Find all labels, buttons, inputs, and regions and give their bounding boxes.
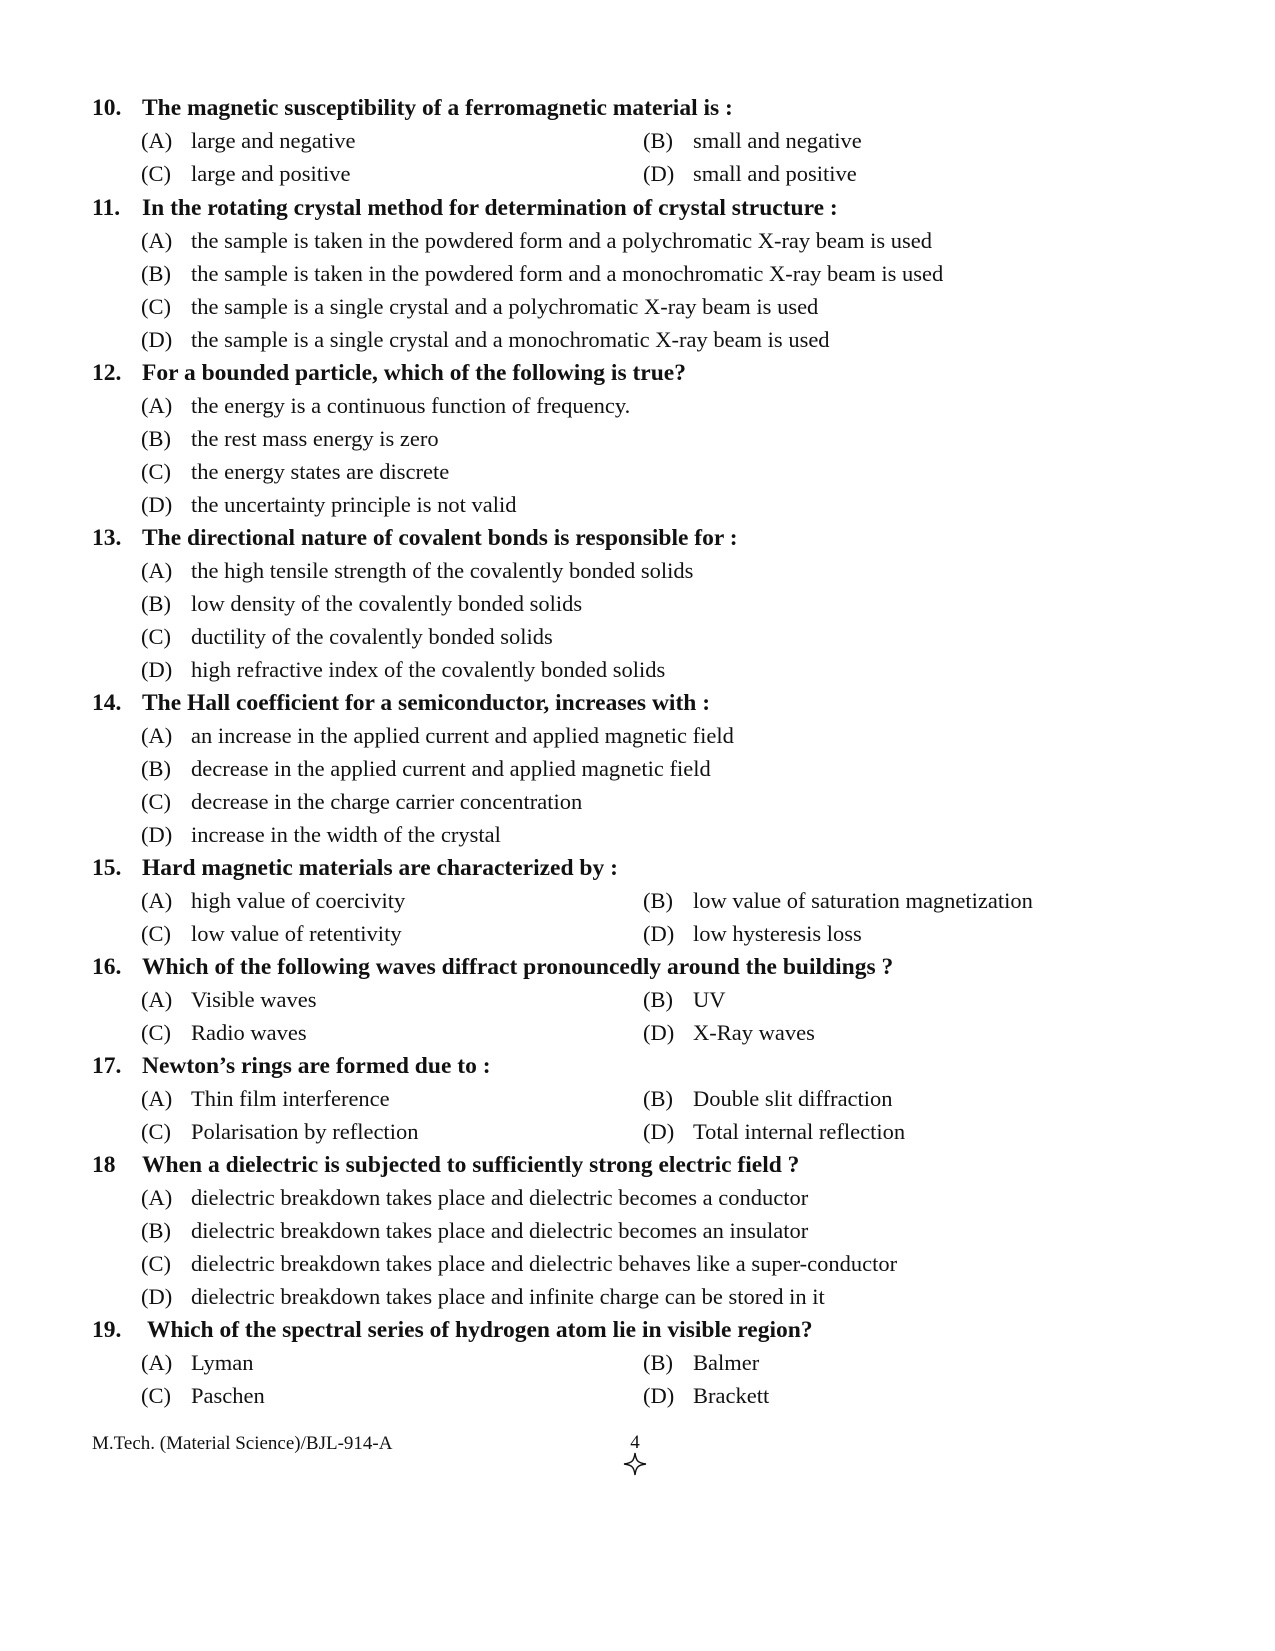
option-label: (D) xyxy=(643,1383,675,1408)
option-label: (D) xyxy=(643,161,675,186)
option-12-a xyxy=(141,390,630,422)
option-11-d xyxy=(141,324,830,356)
question-text: In the rotating crystal method for determination of crystal structure : xyxy=(142,195,838,221)
option-10-c xyxy=(141,158,351,190)
question-text: When a dielectric is subjected to sufficiently strong electric field ? xyxy=(142,1152,800,1178)
question-number: 10. xyxy=(92,95,122,121)
option-text: dielectric breakdown takes place and dielectric becomes a conductor xyxy=(191,1185,809,1210)
option-14-c xyxy=(141,786,582,818)
option-19-c xyxy=(141,1380,265,1412)
option-label: (C) xyxy=(141,161,171,186)
option-text: the rest mass energy is zero xyxy=(191,426,439,451)
option-17-a xyxy=(141,1083,390,1115)
question-number: 19. xyxy=(92,1317,122,1343)
option-text: Brackett xyxy=(693,1383,770,1408)
option-13-c xyxy=(141,621,553,653)
page-number: 4 xyxy=(630,1432,640,1453)
question-number: 15. xyxy=(92,855,122,881)
option-label: (D) xyxy=(643,1020,675,1045)
question-number: 16. xyxy=(92,954,122,980)
option-text: the sample is taken in the powdered form and a monochromatic X-ray beam is used xyxy=(191,261,944,286)
question-16 xyxy=(92,951,1212,983)
option-text: high refractive index of the covalently bonded solids xyxy=(191,657,666,682)
option-label: (A) xyxy=(141,228,173,253)
option-text: small and negative xyxy=(693,128,862,153)
option-text: the sample is a single crystal and a polychromatic X-ray beam is used xyxy=(191,294,819,319)
option-text: an increase in the applied current and applied magnetic field xyxy=(191,723,734,748)
option-text: Polarisation by reflection xyxy=(191,1119,419,1144)
option-label: (A) xyxy=(141,558,173,583)
question-14 xyxy=(92,687,1212,719)
option-17-b xyxy=(643,1083,893,1115)
option-text: dielectric breakdown takes place and dielectric behaves like a super-conductor xyxy=(191,1251,898,1276)
option-label: (B) xyxy=(643,987,673,1012)
option-18-a xyxy=(141,1182,808,1214)
question-19 xyxy=(92,1314,1212,1346)
option-label: (A) xyxy=(141,1350,173,1375)
option-13-d xyxy=(141,654,665,686)
option-text: the energy states are discrete xyxy=(191,459,450,484)
option-label: (C) xyxy=(141,294,171,319)
option-text: the sample is a single crystal and a monochromatic X-ray beam is used xyxy=(191,327,830,352)
option-16-c xyxy=(141,1017,307,1049)
question-13 xyxy=(92,522,1212,554)
option-label: (A) xyxy=(141,723,173,748)
option-label: (C) xyxy=(141,789,171,814)
option-text: increase in the width of the crystal xyxy=(191,822,501,847)
option-label: (A) xyxy=(141,393,173,418)
option-label: (C) xyxy=(141,1383,171,1408)
option-text: Balmer xyxy=(693,1350,760,1375)
option-label: (C) xyxy=(141,921,171,946)
option-11-a xyxy=(141,225,932,257)
option-label: (B) xyxy=(643,1086,673,1111)
option-label: (A) xyxy=(141,1185,173,1210)
question-17 xyxy=(92,1050,1212,1082)
option-label: (B) xyxy=(643,128,673,153)
option-18-b xyxy=(141,1215,808,1247)
question-11 xyxy=(92,192,1212,224)
question-text: Hard magnetic materials are characterized by : xyxy=(142,855,618,881)
question-number: 11. xyxy=(92,195,121,221)
question-text: Which of the spectral series of hydrogen atom lie in visible region? xyxy=(147,1317,813,1343)
four-point-star-icon xyxy=(621,1452,649,1476)
option-text: ductility of the covalently bonded solids xyxy=(191,624,553,649)
option-label: (A) xyxy=(141,128,173,153)
option-10-b xyxy=(643,125,862,157)
option-18-c xyxy=(141,1248,897,1280)
option-text: Paschen xyxy=(191,1383,265,1408)
option-13-a xyxy=(141,555,693,587)
option-text: X-Ray waves xyxy=(693,1020,815,1045)
option-10-a xyxy=(141,125,356,157)
option-16-a xyxy=(141,984,317,1016)
option-label: (A) xyxy=(141,1086,173,1111)
option-11-c xyxy=(141,291,818,323)
option-text: Double slit diffraction xyxy=(693,1086,893,1111)
option-14-b xyxy=(141,753,711,785)
option-label: (D) xyxy=(141,492,173,517)
option-label: (B) xyxy=(141,591,171,616)
option-text: the high tensile strength of the covalently bonded solids xyxy=(191,558,694,583)
option-13-b xyxy=(141,588,582,620)
option-17-c xyxy=(141,1116,418,1148)
option-15-c xyxy=(141,918,402,950)
question-text: The magnetic susceptibility of a ferromagnetic material is : xyxy=(142,95,733,121)
option-text: the sample is taken in the powdered form and a polychromatic X-ray beam is used xyxy=(191,228,933,253)
option-text: UV xyxy=(693,987,726,1012)
question-15 xyxy=(92,852,1212,884)
question-text: The directional nature of covalent bonds is responsible for : xyxy=(142,525,738,551)
option-19-b xyxy=(643,1347,759,1379)
option-11-b xyxy=(141,258,943,290)
question-10 xyxy=(92,92,1212,124)
option-text: Visible waves xyxy=(191,987,317,1012)
option-text: decrease in the applied current and applied magnetic field xyxy=(191,756,711,781)
question-number: 13. xyxy=(92,525,122,551)
option-label: (D) xyxy=(141,822,173,847)
option-label: (B) xyxy=(643,888,673,913)
option-text: the energy is a continuous function of frequency. xyxy=(191,393,631,418)
question-text: Newton’s rings are formed due to : xyxy=(142,1053,491,1079)
option-12-b xyxy=(141,423,439,455)
option-18-d xyxy=(141,1281,825,1313)
option-label: (C) xyxy=(141,1119,171,1144)
option-label: (C) xyxy=(141,1251,171,1276)
option-12-c xyxy=(141,456,449,488)
option-14-a xyxy=(141,720,734,752)
option-label: (B) xyxy=(643,1350,673,1375)
option-text: the uncertainty principle is not valid xyxy=(191,492,517,517)
option-text: decrease in the charge carrier concentration xyxy=(191,789,583,814)
option-text: low value of saturation magnetization xyxy=(693,888,1033,913)
option-text: dielectric breakdown takes place and dielectric becomes an insulator xyxy=(191,1218,809,1243)
option-label: (B) xyxy=(141,426,171,451)
option-label: (B) xyxy=(141,756,171,781)
option-text: dielectric breakdown takes place and infinite charge can be stored in it xyxy=(191,1284,825,1309)
question-18 xyxy=(92,1149,1212,1181)
option-text: Radio waves xyxy=(191,1020,307,1045)
option-text: Thin film interference xyxy=(191,1086,390,1111)
option-label: (C) xyxy=(141,624,171,649)
option-label: (D) xyxy=(643,921,675,946)
option-text: low value of retentivity xyxy=(191,921,402,946)
option-10-d xyxy=(643,158,857,190)
footer-course-code: M.Tech. (Material Science)/BJL-914-A xyxy=(92,1433,393,1454)
question-number: 17. xyxy=(92,1053,122,1079)
option-text: Lyman xyxy=(191,1350,254,1375)
option-label: (C) xyxy=(141,1020,171,1045)
option-label: (A) xyxy=(141,888,173,913)
question-text: For a bounded particle, which of the following is true? xyxy=(142,360,686,386)
option-label: (B) xyxy=(141,1218,171,1243)
option-text: low hysteresis loss xyxy=(693,921,862,946)
option-15-b xyxy=(643,885,1033,917)
option-label: (D) xyxy=(141,657,173,682)
option-text: low density of the covalently bonded solids xyxy=(191,591,583,616)
option-19-a xyxy=(141,1347,254,1379)
option-text: large and positive xyxy=(191,161,351,186)
option-12-d xyxy=(141,489,517,521)
option-19-d xyxy=(643,1380,769,1412)
option-text: Total internal reflection xyxy=(693,1119,906,1144)
question-number: 12. xyxy=(92,360,122,386)
option-label: (D) xyxy=(643,1119,675,1144)
option-16-d xyxy=(643,1017,815,1049)
option-label: (D) xyxy=(141,1284,173,1309)
option-16-b xyxy=(643,984,726,1016)
option-15-d xyxy=(643,918,862,950)
question-number: 14. xyxy=(92,690,122,716)
question-number: 18 xyxy=(92,1152,116,1178)
question-12 xyxy=(92,357,1212,389)
option-text: high value of coercivity xyxy=(191,888,406,913)
option-text: large and negative xyxy=(191,128,356,153)
question-text: Which of the following waves diffract pronouncedly around the buildings ? xyxy=(142,954,894,980)
option-label: (C) xyxy=(141,459,171,484)
question-text: The Hall coefficient for a semiconductor, increases with : xyxy=(142,690,711,716)
option-label: (B) xyxy=(141,261,171,286)
option-label: (D) xyxy=(141,327,173,352)
option-text: small and positive xyxy=(693,161,857,186)
option-14-d xyxy=(141,819,501,851)
option-15-a xyxy=(141,885,405,917)
option-17-d xyxy=(643,1116,905,1148)
option-label: (A) xyxy=(141,987,173,1012)
